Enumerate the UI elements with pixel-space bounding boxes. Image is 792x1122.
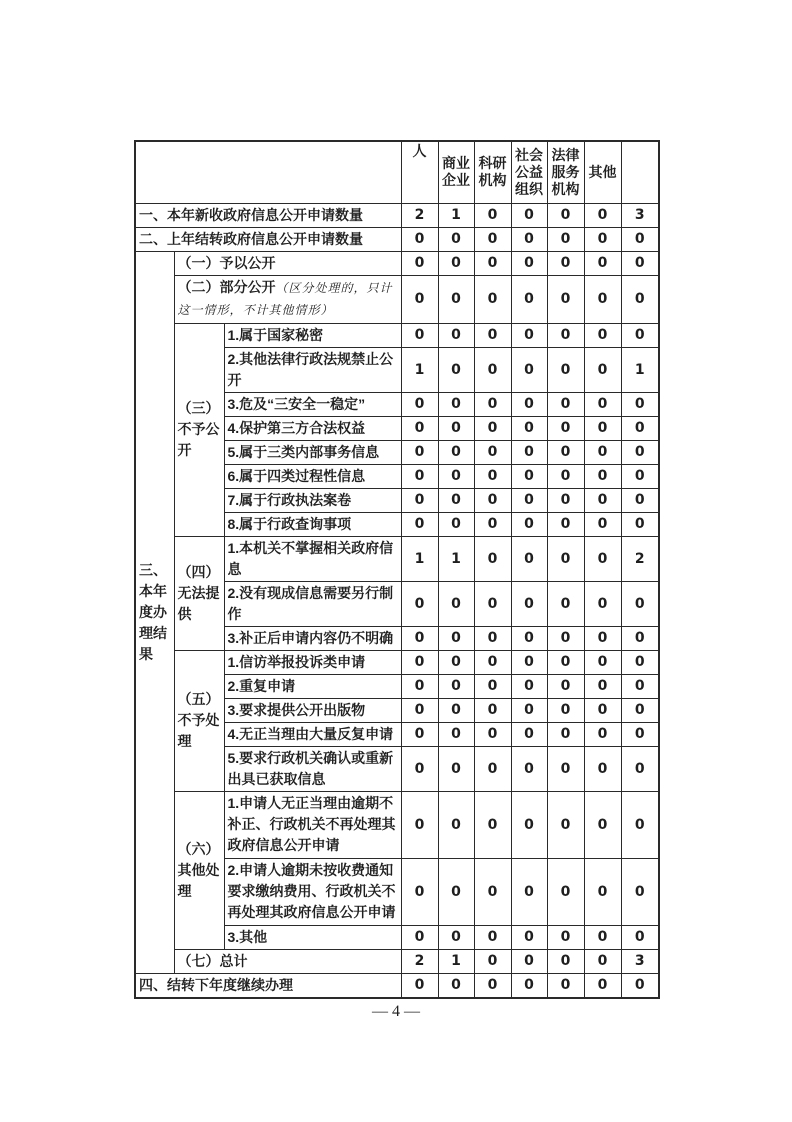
row-label: 2.其他法律行政法规禁止公开 [224, 347, 401, 392]
data-cell: 0 [547, 626, 584, 650]
table-row [135, 275, 659, 323]
col-header-legal-service: 法律服务机构 [547, 141, 584, 203]
data-cell: 0 [584, 746, 621, 791]
data-cell: 0 [547, 275, 584, 323]
data-cell: 0 [474, 858, 511, 925]
data-cell: 1 [438, 536, 474, 581]
data-cell: 0 [584, 227, 621, 251]
data-cell: 0 [511, 323, 547, 347]
data-cell: 0 [401, 392, 438, 416]
data-cell: 0 [584, 464, 621, 488]
data-cell: 0 [584, 973, 621, 998]
data-cell: 0 [401, 858, 438, 925]
data-cell: 0 [401, 464, 438, 488]
data-cell: 0 [511, 674, 547, 698]
data-cell: 0 [474, 746, 511, 791]
data-cell: 3 [621, 203, 659, 227]
data-cell: 0 [584, 392, 621, 416]
data-cell: 0 [438, 925, 474, 949]
data-cell: 0 [547, 858, 584, 925]
data-cell: 0 [584, 203, 621, 227]
data-cell: 0 [474, 392, 511, 416]
row-label-main: （二）部分公开 [177, 279, 276, 295]
row-label: 2.没有现成信息需要另行制作 [224, 581, 401, 626]
data-cell: 0 [511, 251, 547, 275]
row-label: 3.危及“三安全一稳定” [224, 392, 401, 416]
data-cell: 0 [474, 416, 511, 440]
data-cell: 0 [438, 722, 474, 746]
table-row [135, 791, 659, 858]
data-cell: 0 [474, 227, 511, 251]
data-cell: 0 [621, 925, 659, 949]
data-cell: 0 [547, 440, 584, 464]
data-cell: 0 [584, 698, 621, 722]
data-cell: 0 [511, 722, 547, 746]
data-cell: 0 [511, 440, 547, 464]
table-row [135, 949, 659, 973]
col-header-natural-person: 人 [401, 141, 438, 203]
data-cell: 0 [511, 949, 547, 973]
data-cell: 0 [474, 674, 511, 698]
row-label: 一、本年新收政府信息公开申请数量 [135, 203, 401, 227]
data-cell: 0 [401, 722, 438, 746]
data-cell: 1 [401, 347, 438, 392]
table-row [135, 650, 659, 674]
data-cell: 1 [401, 536, 438, 581]
data-cell: 0 [584, 416, 621, 440]
row-label: 7.属于行政执法案卷 [224, 488, 401, 512]
data-cell: 0 [401, 791, 438, 858]
data-cell: 0 [621, 512, 659, 536]
data-cell: 0 [474, 536, 511, 581]
data-cell: 0 [547, 347, 584, 392]
data-cell: 0 [621, 626, 659, 650]
data-cell: 0 [621, 464, 659, 488]
table-row [135, 203, 659, 227]
row-label: 8.属于行政查询事项 [224, 512, 401, 536]
section-label-annual-handling-results: 三、本年度办理结果 [135, 251, 174, 973]
data-cell: 0 [474, 626, 511, 650]
data-cell: 0 [438, 698, 474, 722]
data-cell: 0 [584, 722, 621, 746]
data-cell: 0 [547, 227, 584, 251]
data-cell: 0 [547, 392, 584, 416]
group-label-not-disclosed: （三）不予公开 [174, 323, 224, 536]
data-cell: 0 [621, 858, 659, 925]
data-cell: 0 [511, 203, 547, 227]
row-label: 4.保护第三方合法权益 [224, 416, 401, 440]
data-cell: 0 [511, 227, 547, 251]
row-label: 1.本机关不掌握相关政府信息 [224, 536, 401, 581]
data-cell: 0 [547, 949, 584, 973]
data-cell: 0 [547, 722, 584, 746]
group-label-unable-to-provide: （四）无法提供 [174, 536, 224, 650]
data-cell: 0 [401, 626, 438, 650]
data-cell: 0 [584, 512, 621, 536]
table-row [135, 251, 659, 275]
data-cell: 0 [474, 347, 511, 392]
data-cell: 0 [474, 698, 511, 722]
data-cell: 0 [621, 323, 659, 347]
row-label: 5.要求行政机关确认或重新出具已获取信息 [224, 746, 401, 791]
data-cell: 0 [511, 392, 547, 416]
data-cell: 0 [401, 416, 438, 440]
data-cell: 0 [401, 698, 438, 722]
data-cell: 0 [621, 227, 659, 251]
data-cell: 0 [584, 347, 621, 392]
data-cell: 0 [438, 858, 474, 925]
data-cell: 0 [621, 488, 659, 512]
disclosure-requests-table [134, 140, 660, 999]
data-cell: 0 [547, 251, 584, 275]
data-cell: 0 [511, 536, 547, 581]
data-cell: 0 [401, 251, 438, 275]
data-cell: 0 [547, 203, 584, 227]
data-cell: 0 [621, 791, 659, 858]
col-header-social-org: 社会公益组织 [511, 141, 547, 203]
data-cell: 0 [621, 251, 659, 275]
row-label: 5.属于三类内部事务信息 [224, 440, 401, 464]
data-cell: 0 [584, 791, 621, 858]
data-cell: 0 [584, 949, 621, 973]
data-cell: 0 [438, 512, 474, 536]
data-cell: 0 [621, 746, 659, 791]
table-row [135, 536, 659, 581]
row-label: 3.补正后申请内容仍不明确 [224, 626, 401, 650]
data-cell: 0 [511, 275, 547, 323]
data-cell: 0 [474, 925, 511, 949]
table-row [135, 323, 659, 347]
data-cell: 0 [547, 416, 584, 440]
data-cell: 0 [401, 275, 438, 323]
page-number: — 4 — [372, 1003, 420, 1020]
row-label: 2.申请人逾期未按收费通知要求缴纳费用、行政机关不再处理其政府信息公开申请 [224, 858, 401, 925]
row-label: 6.属于四类过程性信息 [224, 464, 401, 488]
data-cell: 0 [474, 973, 511, 998]
data-cell: 0 [474, 949, 511, 973]
data-cell: 0 [511, 791, 547, 858]
table-row [135, 227, 659, 251]
data-cell: 0 [547, 650, 584, 674]
data-cell: 0 [401, 440, 438, 464]
data-cell: 0 [438, 746, 474, 791]
data-cell: 0 [438, 251, 474, 275]
data-cell: 0 [474, 722, 511, 746]
data-cell: 0 [438, 227, 474, 251]
data-cell: 0 [438, 674, 474, 698]
data-cell: 0 [474, 203, 511, 227]
col-header-commercial-enterprise: 商业企业 [438, 141, 474, 203]
row-label: （一）予以公开 [174, 251, 401, 275]
data-cell: 0 [547, 698, 584, 722]
data-cell: 0 [547, 973, 584, 998]
row-label: 4.无正当理由大量反复申请 [224, 722, 401, 746]
data-cell: 0 [511, 626, 547, 650]
data-cell: 0 [621, 674, 659, 698]
data-cell: 0 [401, 581, 438, 626]
data-cell: 0 [547, 674, 584, 698]
data-cell: 0 [511, 973, 547, 998]
row-label: 3.其他 [224, 925, 401, 949]
data-cell: 0 [438, 581, 474, 626]
data-cell: 0 [401, 488, 438, 512]
data-cell: 0 [438, 464, 474, 488]
data-cell: 0 [438, 973, 474, 998]
data-cell: 0 [511, 581, 547, 626]
data-cell: 0 [438, 323, 474, 347]
row-label: （七）总计 [174, 949, 401, 973]
row-label: 1.属于国家秘密 [224, 323, 401, 347]
data-cell: 0 [584, 650, 621, 674]
data-cell: 0 [401, 973, 438, 998]
data-cell: 0 [511, 698, 547, 722]
data-cell: 0 [547, 581, 584, 626]
data-cell: 0 [438, 488, 474, 512]
data-cell: 0 [511, 347, 547, 392]
data-cell: 0 [401, 746, 438, 791]
table-corner-cell [135, 141, 401, 203]
table-row [135, 973, 659, 998]
data-cell: 0 [621, 440, 659, 464]
data-cell: 0 [511, 746, 547, 791]
row-label-note: （区分处理的，只计这一情形，不计其他情形） [177, 281, 393, 317]
data-cell: 0 [401, 512, 438, 536]
data-cell: 0 [474, 464, 511, 488]
data-cell: 0 [438, 275, 474, 323]
data-cell: 0 [584, 626, 621, 650]
row-label: 3.要求提供公开出版物 [224, 698, 401, 722]
data-cell: 0 [438, 416, 474, 440]
data-cell: 0 [584, 488, 621, 512]
data-cell: 1 [438, 949, 474, 973]
col-header-research-institution: 科研机构 [474, 141, 511, 203]
data-cell: 0 [584, 858, 621, 925]
data-cell: 0 [511, 416, 547, 440]
data-cell: 0 [474, 512, 511, 536]
data-cell: 0 [547, 791, 584, 858]
data-cell: 0 [474, 488, 511, 512]
data-cell: 0 [401, 650, 438, 674]
data-cell: 0 [511, 488, 547, 512]
data-cell: 0 [547, 512, 584, 536]
data-cell: 0 [547, 746, 584, 791]
data-cell: 0 [547, 925, 584, 949]
data-cell: 0 [511, 650, 547, 674]
data-cell: 0 [547, 323, 584, 347]
data-cell: 0 [474, 791, 511, 858]
data-cell: 0 [438, 791, 474, 858]
row-label: 四、结转下年度继续办理 [135, 973, 401, 998]
data-cell: 0 [474, 323, 511, 347]
data-cell: 0 [511, 464, 547, 488]
data-cell: 3 [621, 949, 659, 973]
data-cell: 0 [584, 275, 621, 323]
data-cell: 2 [401, 203, 438, 227]
data-cell: 0 [621, 275, 659, 323]
row-label: 1.信访举报投诉类申请 [224, 650, 401, 674]
data-cell: 0 [474, 440, 511, 464]
data-cell: 0 [438, 626, 474, 650]
data-cell: 0 [438, 440, 474, 464]
data-cell: 0 [621, 392, 659, 416]
group-label-other-handling: （六）其他处理 [174, 791, 224, 949]
row-label [174, 275, 401, 323]
data-cell: 0 [621, 416, 659, 440]
col-header-other: 其他 [584, 141, 621, 203]
group-label-not-processed: （五）不予处理 [174, 650, 224, 791]
row-label: 1.申请人无正当理由逾期不补正、行政机关不再处理其政府信息公开申请 [224, 791, 401, 858]
data-cell: 0 [474, 581, 511, 626]
data-cell: 0 [511, 858, 547, 925]
data-cell: 0 [438, 347, 474, 392]
data-cell: 0 [401, 925, 438, 949]
data-cell: 0 [584, 251, 621, 275]
data-cell: 0 [621, 973, 659, 998]
data-cell: 0 [584, 674, 621, 698]
data-cell: 0 [438, 392, 474, 416]
data-cell: 0 [584, 536, 621, 581]
data-cell: 0 [401, 323, 438, 347]
data-cell: 0 [547, 536, 584, 581]
data-cell: 0 [621, 722, 659, 746]
data-cell: 2 [621, 536, 659, 581]
data-cell: 0 [474, 275, 511, 323]
data-cell: 0 [621, 581, 659, 626]
data-cell: 0 [547, 464, 584, 488]
data-cell: 1 [621, 347, 659, 392]
data-cell: 0 [401, 674, 438, 698]
data-cell: 0 [474, 650, 511, 674]
data-cell: 0 [621, 650, 659, 674]
data-cell: 0 [401, 227, 438, 251]
data-cell: 0 [584, 581, 621, 626]
data-cell: 0 [474, 251, 511, 275]
data-cell: 0 [438, 650, 474, 674]
data-cell: 0 [584, 925, 621, 949]
data-cell: 1 [438, 203, 474, 227]
table-header-row [135, 141, 659, 203]
col-header-total [621, 141, 659, 203]
data-cell: 0 [584, 323, 621, 347]
row-label: 二、上年结转政府信息公开申请数量 [135, 227, 401, 251]
data-cell: 0 [621, 698, 659, 722]
data-cell: 2 [401, 949, 438, 973]
data-cell: 0 [511, 925, 547, 949]
data-cell: 0 [584, 440, 621, 464]
data-cell: 0 [511, 512, 547, 536]
data-cell: 0 [547, 488, 584, 512]
row-label: 2.重复申请 [224, 674, 401, 698]
